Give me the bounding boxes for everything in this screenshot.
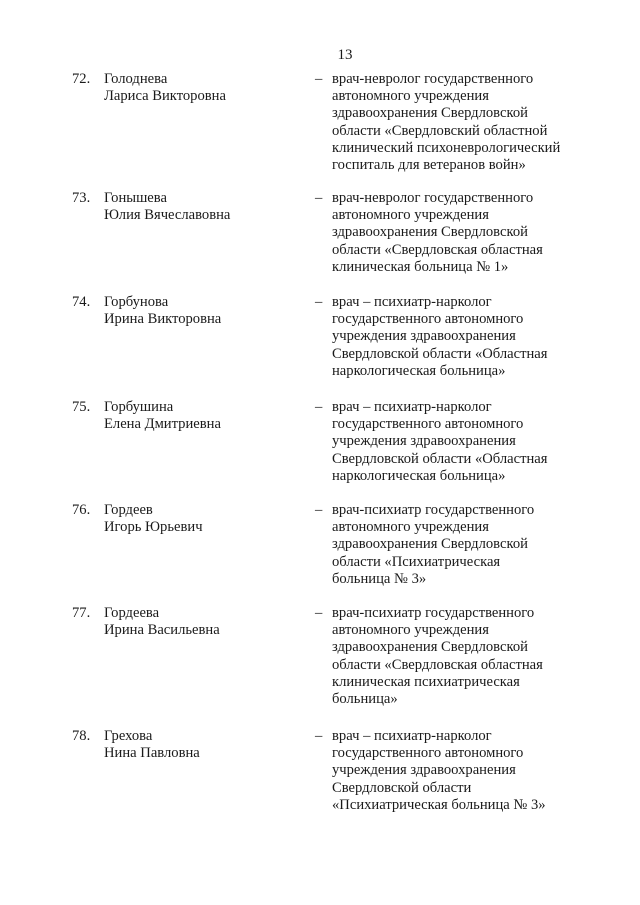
dash-separator: –	[315, 728, 323, 744]
person-name	[104, 294, 304, 328]
description-line: государственного автономного	[332, 416, 524, 433]
given-names: Ирина Васильевна	[104, 622, 220, 639]
description-line: больница № 3»	[332, 570, 427, 587]
description-line: Свердловской области «Областная	[332, 345, 548, 362]
description-line: врач – психиатр-нарколог	[332, 399, 492, 415]
description-line: автономного учреждения	[332, 88, 489, 105]
description-line: автономного учреждения	[332, 519, 489, 536]
position-description	[332, 294, 592, 380]
given-names: Лариса Викторовна	[104, 88, 226, 105]
surname: Горбушина	[104, 399, 174, 415]
description-line: государственного автономного	[332, 745, 524, 762]
dash-separator: –	[315, 71, 323, 87]
description-line: наркологическая больница»	[332, 362, 506, 379]
description-line: врач-невролог государственного	[332, 190, 534, 206]
dash-separator: –	[315, 294, 323, 310]
position-description	[332, 605, 592, 708]
description-line: учреждения здравоохранения	[332, 762, 516, 779]
dash-separator: –	[315, 502, 323, 518]
dash-separator: –	[315, 605, 323, 621]
dash-separator: –	[315, 190, 323, 206]
description-line: области «Свердловский областной	[332, 122, 548, 139]
given-names: Юлия Вячеславовна	[104, 207, 231, 224]
given-names: Нина Павловна	[104, 745, 200, 762]
description-line: автономного учреждения	[332, 207, 489, 224]
description-line: области «Свердловская областная	[332, 241, 543, 258]
description-line: клиническая больница № 1»	[332, 258, 509, 275]
description-line: врач – психиатр-нарколог	[332, 294, 492, 310]
description-line: учреждения здравоохранения	[332, 433, 516, 450]
description-line: учреждения здравоохранения	[332, 328, 516, 345]
surname: Грехова	[104, 728, 153, 744]
description-line: «Психиатрическая больница № 3»	[332, 796, 546, 813]
description-line: государственного автономного	[332, 311, 524, 328]
person-name	[104, 71, 304, 105]
description-line: врач-психиатр государственного	[332, 605, 535, 621]
given-names: Ирина Викторовна	[104, 311, 222, 328]
entry-number: 74.	[72, 294, 91, 310]
person-name	[104, 728, 304, 762]
description-line: врач-невролог государственного	[332, 71, 534, 87]
person-name	[104, 502, 304, 536]
description-line: здравоохранения Свердловской	[332, 105, 528, 122]
description-line: области «Свердловская областная	[332, 656, 543, 673]
page-number: 13	[337, 47, 353, 63]
person-name	[104, 605, 304, 639]
entry-number: 76.	[72, 502, 91, 518]
person-name	[104, 190, 304, 224]
entry-number: 72.	[72, 71, 91, 87]
surname: Горбунова	[104, 294, 169, 310]
description-line: госпиталь для ветеранов войн»	[332, 157, 526, 174]
given-names: Игорь Юрьевич	[104, 519, 203, 536]
description-line: врач – психиатр-нарколог	[332, 728, 492, 744]
surname: Гонышева	[104, 190, 167, 206]
description-line: клинический психоневрологический	[332, 139, 561, 156]
description-line: области «Психиатрическая	[332, 553, 501, 570]
description-line: автономного учреждения	[332, 622, 489, 639]
person-name	[104, 399, 304, 433]
description-line: врач-психиатр государственного	[332, 502, 535, 518]
dash-separator: –	[315, 399, 323, 415]
position-description	[332, 71, 592, 174]
position-description	[332, 502, 592, 588]
position-description	[332, 399, 592, 485]
description-line: наркологическая больница»	[332, 467, 506, 484]
entry-number: 73.	[72, 190, 91, 206]
surname: Гордеев	[104, 502, 153, 518]
given-names: Елена Дмитриевна	[104, 416, 221, 433]
entry-number: 75.	[72, 399, 91, 415]
entry-number: 78.	[72, 728, 91, 744]
position-description	[332, 190, 592, 276]
description-line: Свердловской области	[332, 779, 472, 796]
description-line: клиническая психиатрическая	[332, 673, 520, 690]
description-line: здравоохранения Свердловской	[332, 536, 528, 553]
surname: Гордеева	[104, 605, 160, 621]
description-line: Свердловской области «Областная	[332, 450, 548, 467]
position-description	[332, 728, 592, 814]
description-line: здравоохранения Свердловской	[332, 224, 528, 241]
description-line: здравоохранения Свердловской	[332, 639, 528, 656]
entry-number: 77.	[72, 605, 91, 621]
description-line: больница»	[332, 691, 398, 708]
surname: Голоднева	[104, 71, 168, 87]
